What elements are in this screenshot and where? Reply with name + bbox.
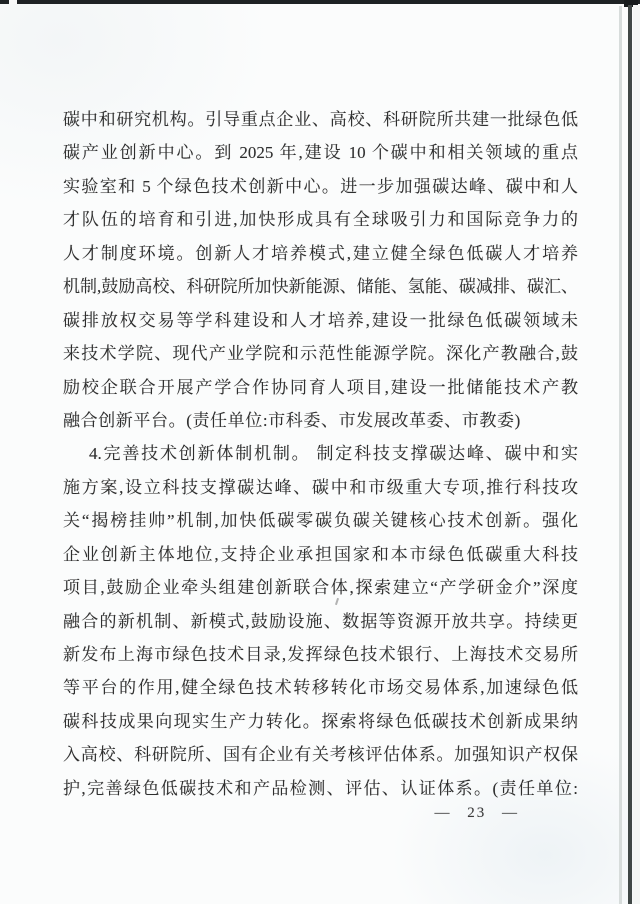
text-line: 碳中和研究机构。引导重点企业、高校、科研院所共建一批绿色低	[63, 110, 578, 129]
text-line: 4.完善技术创新体制机制。 制定科技支撑碳达峰、碳中和实	[89, 444, 578, 464]
text-line: 等平台的作用,健全绿色技术转移转化市场交易体系,加速绿色低	[63, 678, 578, 698]
page-edge-outer-strip	[633, 5, 640, 904]
text-line: 来技术学院、现代产业学院和示范性能源学院。深化产教融合,鼓	[63, 344, 578, 364]
text-line: 碳排放权交易等学科建设和人才培养,建设一批绿色低碳领域未	[63, 310, 578, 330]
document-text-block	[63, 103, 578, 805]
text-line: 企业创新主体地位,支持企业承担国家和本市绿色低碳重大科技	[63, 544, 578, 564]
text-line: 关“揭榜挂帅”机制,加快低碳零碳负碳关键核心技术创新。强化	[63, 511, 578, 531]
text-line: 机制,鼓励高校、科研院所加快新能源、储能、氢能、碳减排、碳汇、	[63, 277, 578, 297]
scan-top-edge	[0, 0, 640, 4]
paragraph-1	[63, 103, 578, 437]
text-line: 才队伍的培育和引进,加快形成具有全球吸引力和国际竞争力的	[63, 210, 578, 230]
text-line: 入高校、科研院所、国有企业有关考核评估体系。加强知识产权保	[63, 745, 578, 765]
page-edge-line-light	[619, 6, 622, 904]
text-line: 项目,鼓励企业牵头组建创新联合体,探索建立“产学研金介”深度	[63, 578, 578, 598]
text-line: 励校企联合开展产学合作协同育人项目,建设一批储能技术产教	[63, 377, 578, 397]
text-line: 碳产业创新中心。到 2025 年,建设 10 个碳中和相关领域的重点	[63, 143, 578, 163]
text-line: 新发布上海市绿色技术目录,发挥绿色技术银行、上海技术交易所	[63, 645, 578, 664]
paragraph-2	[63, 437, 578, 805]
text-line: 施方案,设立科技支撑碳达峰、碳中和市级重大专项,推行科技攻	[63, 477, 578, 497]
text-line: 护,完善绿色低碳技术和产品检测、评估、认证体系。(责任单位:	[63, 778, 578, 798]
page-edge-line-dark	[628, 5, 632, 904]
text-line: 人才制度环境。创新人才培养模式,建立健全绿色低碳人才培养	[63, 243, 578, 263]
text-line: 碳科技成果向现实生产力转化。探索将绿色低碳技术创新成果纳	[63, 711, 578, 731]
text-line: 融合创新平台。(责任单位:市科委、市发展改革委、市教委)	[63, 410, 521, 430]
text-line: 实验室和 5 个绿色技术创新中心。进一步加强碳达峰、碳中和人	[63, 176, 578, 196]
page-number: — 23 —	[434, 805, 519, 821]
text-line: 融合的新机制、新模式,鼓励设施、数据等资源开放共享。持续更	[63, 611, 578, 631]
